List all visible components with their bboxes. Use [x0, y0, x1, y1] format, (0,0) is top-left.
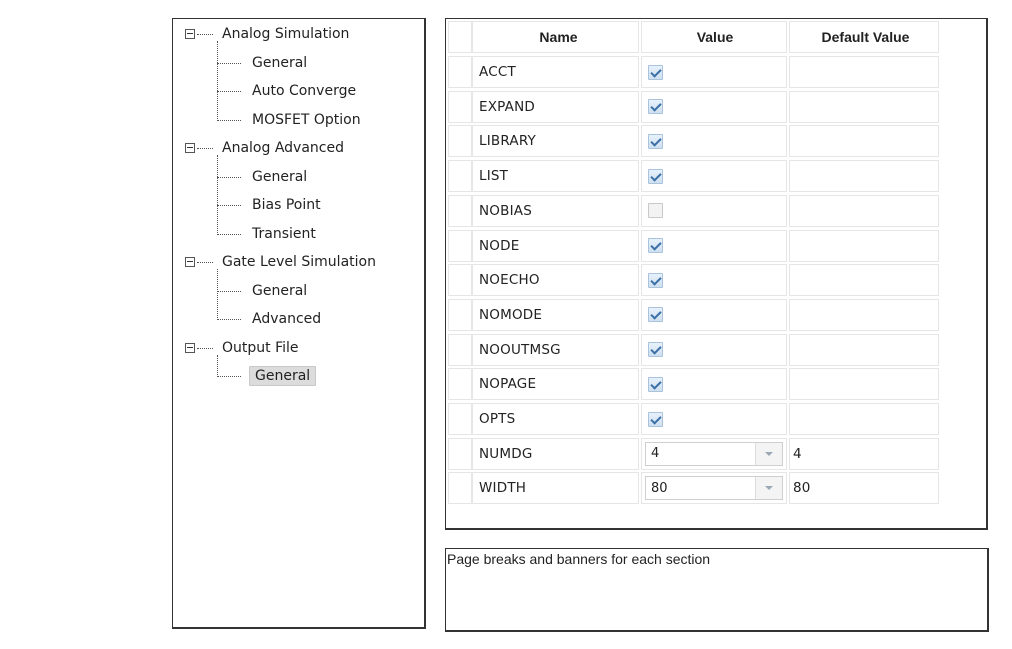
- value-checkbox[interactable]: [648, 342, 663, 357]
- value-cell: [641, 56, 787, 88]
- row-header-cell[interactable]: [448, 299, 472, 331]
- name-cell: [472, 125, 639, 157]
- value-checkbox[interactable]: [648, 273, 663, 288]
- property-name: WIDTH: [479, 480, 527, 497]
- tree-group-label: Analog Simulation: [222, 26, 350, 42]
- value-cell: [641, 403, 787, 435]
- property-name: NOBIAS: [479, 202, 532, 219]
- tree-group-gate-level-simulation[interactable]: [185, 250, 379, 274]
- value-cell: [641, 368, 787, 400]
- collapse-icon[interactable]: [185, 343, 195, 353]
- name-cell: [472, 160, 639, 192]
- property-name: NUMDG: [479, 445, 533, 462]
- collapse-icon[interactable]: [185, 257, 195, 267]
- row-header-cell[interactable]: [448, 56, 472, 88]
- collapse-icon[interactable]: [185, 143, 195, 153]
- name-cell: [472, 264, 639, 296]
- default-value-cell: [789, 230, 939, 262]
- tree-item-label: General: [249, 366, 316, 386]
- tree-group-label: Gate Level Simulation: [222, 254, 376, 270]
- default-value-cell: [789, 264, 939, 296]
- value-combobox[interactable]: [645, 442, 783, 466]
- row-header-cell[interactable]: [448, 438, 472, 470]
- tree-item-general[interactable]: [217, 51, 310, 75]
- value-cell: [641, 334, 787, 366]
- tree-item-mosfet-option[interactable]: [217, 108, 364, 132]
- name-cell: [472, 368, 639, 400]
- name-cell: [472, 195, 639, 227]
- default-value-cell: [789, 56, 939, 88]
- tree-item-label: Auto Converge: [252, 83, 357, 99]
- default-value-cell: [789, 125, 939, 157]
- options-tree: [172, 18, 426, 629]
- property-name: LIBRARY: [479, 133, 536, 150]
- value-cell: [641, 438, 787, 470]
- value-cell: [641, 299, 787, 331]
- row-header-cell[interactable]: [448, 472, 472, 504]
- default-value-cell: [789, 403, 939, 435]
- default-value-cell: [789, 334, 939, 366]
- value-cell: [641, 125, 787, 157]
- default-value-cell: [789, 299, 939, 331]
- row-header-corner: [448, 21, 472, 53]
- row-header-cell[interactable]: [448, 403, 472, 435]
- default-value-cell: [789, 160, 939, 192]
- collapse-icon[interactable]: [185, 29, 195, 39]
- value-checkbox[interactable]: [648, 65, 663, 80]
- value-combobox[interactable]: [645, 476, 783, 500]
- property-name: LIST: [479, 168, 509, 185]
- tree-item-label: General: [252, 169, 308, 185]
- tree-item-label: Advanced: [252, 311, 322, 327]
- tree-item-general-selected[interactable]: [217, 364, 316, 388]
- default-value-cell: [789, 472, 939, 504]
- value-checkbox[interactable]: [648, 238, 663, 253]
- default-value-cell: [789, 195, 939, 227]
- tree-group-label: Analog Advanced: [222, 140, 344, 156]
- tree-item-label: Bias Point: [252, 197, 321, 213]
- tree-group-label: Output File: [222, 340, 299, 356]
- default-value-cell: [789, 368, 939, 400]
- row-header-cell[interactable]: [448, 368, 472, 400]
- combobox-value: 4: [651, 446, 660, 462]
- value-checkbox[interactable]: [648, 307, 663, 322]
- properties-grid: [445, 18, 988, 530]
- value-cell: [641, 195, 787, 227]
- name-cell: [472, 438, 639, 470]
- value-cell: [641, 230, 787, 262]
- chevron-down-icon[interactable]: [755, 443, 782, 465]
- value-checkbox[interactable]: [648, 99, 663, 114]
- value-cell: [641, 91, 787, 123]
- tree-item-advanced[interactable]: [217, 307, 324, 331]
- name-cell: [472, 334, 639, 366]
- tree-item-auto-converge[interactable]: [217, 79, 359, 103]
- tree-item-label: General: [252, 283, 308, 299]
- row-header-cell[interactable]: [448, 160, 472, 192]
- tree-item-transient[interactable]: [217, 222, 319, 246]
- tree-item-label: MOSFET Option: [252, 112, 361, 128]
- tree-item-label: General: [252, 55, 308, 71]
- tree-group-output-file[interactable]: [185, 336, 302, 360]
- value-checkbox[interactable]: [648, 377, 663, 392]
- property-name: ACCT: [479, 64, 516, 80]
- tree-group-analog-simulation[interactable]: [185, 22, 352, 46]
- tree-item-bias-point[interactable]: [217, 193, 324, 217]
- property-name: EXPAND: [479, 98, 535, 115]
- value-checkbox[interactable]: [648, 412, 663, 427]
- row-header-cell[interactable]: [448, 264, 472, 296]
- property-name: NOECHO: [479, 272, 540, 289]
- default-value: 80: [793, 480, 811, 497]
- property-name: NODE: [479, 237, 520, 254]
- combobox-value: 80: [651, 480, 668, 496]
- name-cell: [472, 230, 639, 262]
- property-name: NOPAGE: [479, 376, 537, 393]
- description-box: [445, 548, 989, 632]
- tree-item-general[interactable]: [217, 165, 310, 189]
- row-header-cell[interactable]: [448, 334, 472, 366]
- tree-group-analog-advanced[interactable]: [185, 136, 347, 160]
- column-header-default-value[interactable]: Default Value: [789, 21, 939, 53]
- value-checkbox[interactable]: [648, 134, 663, 149]
- name-cell: [472, 56, 639, 88]
- column-header-name[interactable]: Name: [472, 21, 639, 53]
- name-cell: [472, 299, 639, 331]
- row-header-cell[interactable]: [448, 195, 472, 227]
- default-value-cell: [789, 438, 939, 470]
- value-cell: [641, 160, 787, 192]
- row-header-cell[interactable]: [448, 91, 472, 123]
- name-cell: [472, 91, 639, 123]
- row-header-cell[interactable]: [448, 230, 472, 262]
- row-header-cell[interactable]: [448, 125, 472, 157]
- description-text: Page breaks and banners for each section: [447, 551, 711, 567]
- tree-item-label: Transient: [252, 226, 316, 242]
- value-cell: [641, 472, 787, 504]
- name-cell: [472, 403, 639, 435]
- value-cell: [641, 264, 787, 296]
- tree-item-general[interactable]: [217, 279, 310, 303]
- value-checkbox[interactable]: [648, 203, 663, 218]
- property-name: NOMODE: [479, 306, 543, 323]
- column-header-value[interactable]: Value: [641, 21, 787, 53]
- property-name: OPTS: [479, 411, 516, 427]
- property-name: NOOUTMSG: [479, 341, 561, 358]
- name-cell: [472, 472, 639, 504]
- chevron-down-icon[interactable]: [755, 477, 782, 499]
- default-value-cell: [789, 91, 939, 123]
- value-checkbox[interactable]: [648, 169, 663, 184]
- default-value: 4: [793, 445, 802, 462]
